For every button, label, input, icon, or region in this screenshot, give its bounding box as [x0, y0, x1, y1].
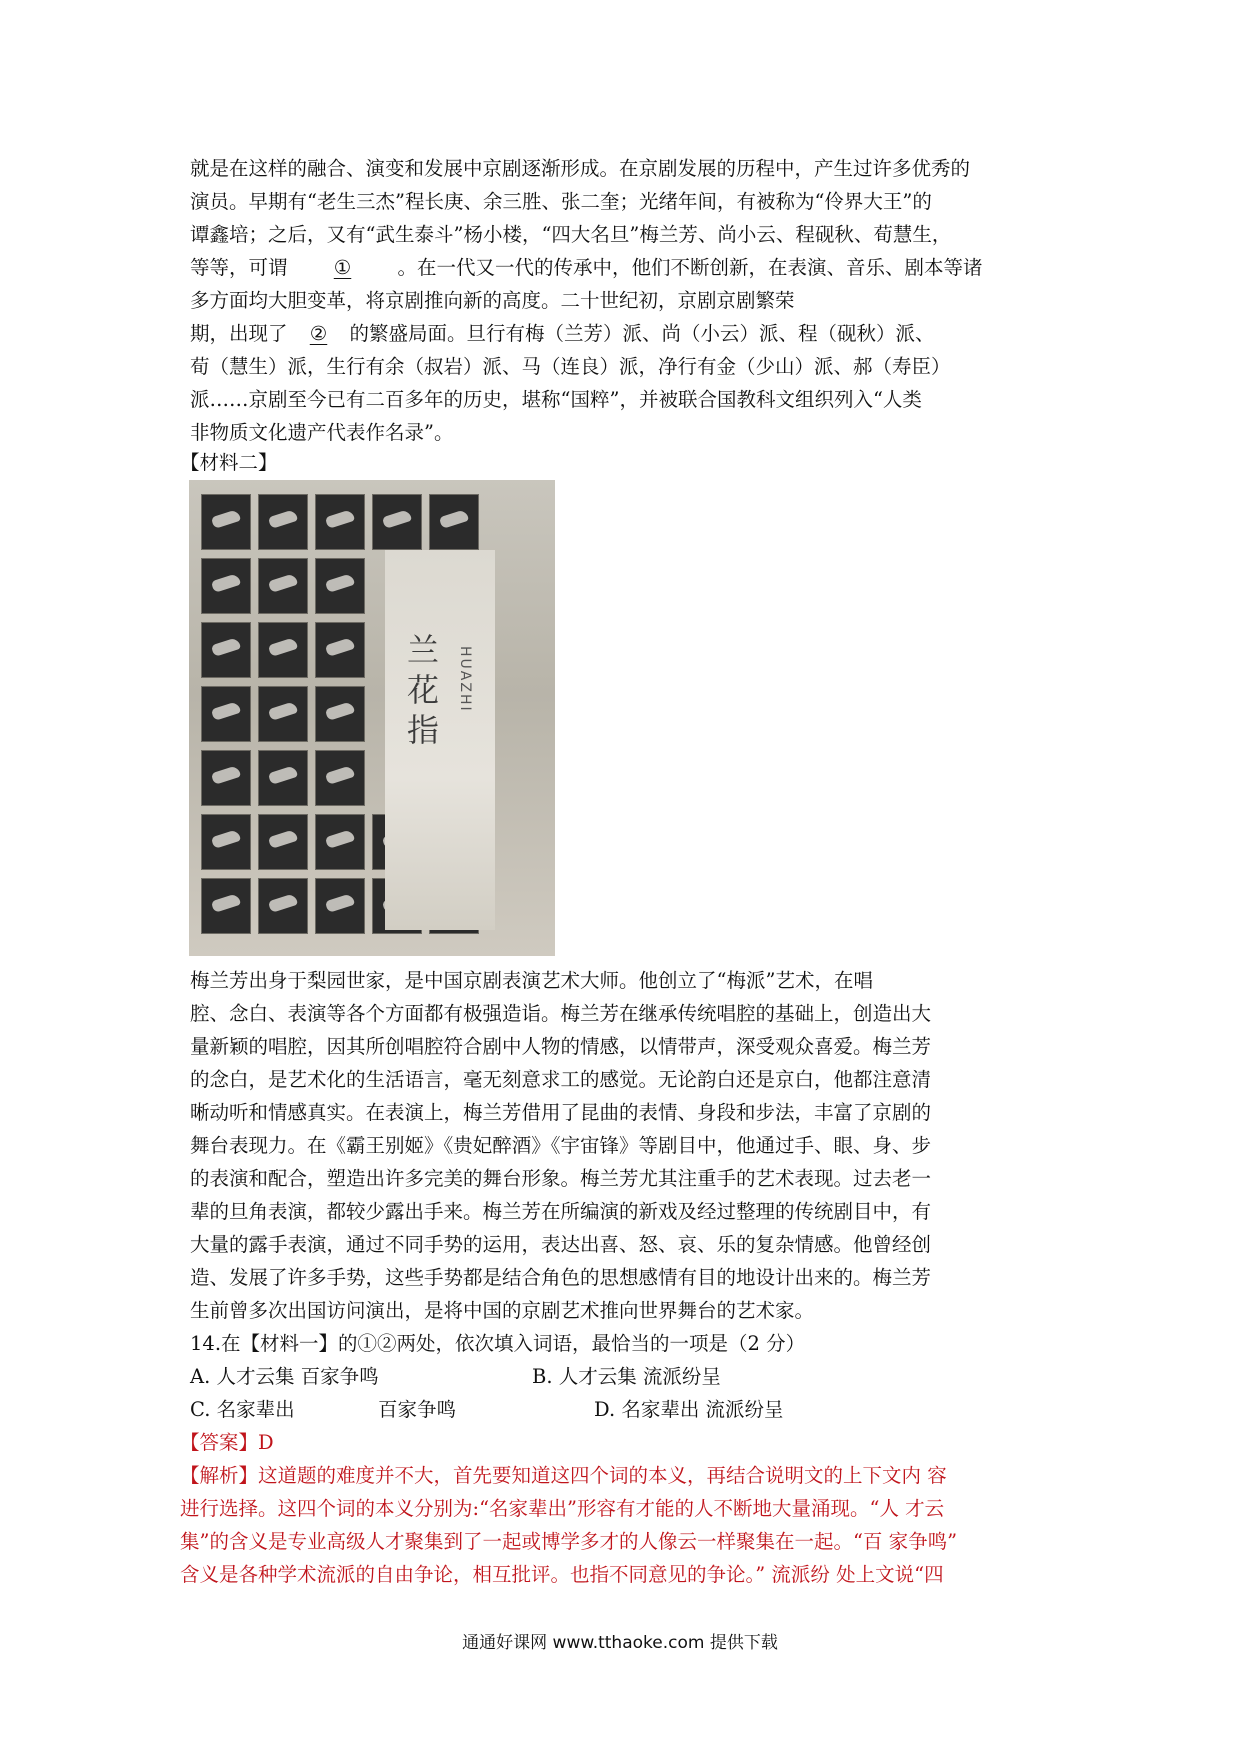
- answer-line: 【答案】D: [180, 1431, 274, 1454]
- text-line: 荀（慧生）派，生行有余（叔岩）派、马（连良）派，净行有金（少山）派、郝（寿臣）: [190, 355, 951, 378]
- text-fragment: 。在一代又一代的传承中，他们不断创新，在表演、音乐、剧本等诸: [397, 256, 983, 279]
- hand-gesture-icon: [372, 494, 422, 550]
- material-two-paragraph: [190, 964, 1060, 1327]
- blank-one: ①: [333, 256, 352, 279]
- text-line: 就是在这样的融合、演变和发展中京剧逐渐形成。在京剧发展的历程中，产生过许多优秀的: [190, 157, 971, 180]
- hand-gesture-icon: [258, 622, 308, 678]
- text-line: 造、发展了许多手势，这些手势都是结合角色的思想感情有目的地设计出来的。梅兰芳: [190, 1266, 932, 1289]
- hand-gesture-icon: [258, 686, 308, 742]
- text-fragment: 等等，可谓: [190, 256, 288, 279]
- text-line: 晰动听和情感真实。在表演上，梅兰芳借用了昆曲的表情、身段和步法，丰富了京剧的: [190, 1101, 932, 1124]
- hand-gestures-photo: [189, 480, 555, 956]
- hand-gesture-icon: [201, 750, 251, 806]
- material-two-heading: 【材料二】: [180, 451, 278, 474]
- hand-gesture-icon: [258, 558, 308, 614]
- question-stem: 14.在【材料一】的①②两处，依次填入词语，最恰当的一项是（2 分）: [190, 1332, 806, 1355]
- material-one-paragraph: [190, 152, 1060, 449]
- text-line: [190, 317, 1060, 350]
- option-b: B. 人才云集 流派纷呈: [532, 1365, 721, 1388]
- hand-gesture-icon: [315, 814, 365, 870]
- hand-gesture-icon: [258, 878, 308, 934]
- text-line: 的念白，是艺术化的生活语言，毫无刻意求工的感觉。无论韵白还是京白，他都注意清: [190, 1068, 932, 1091]
- hand-gesture-icon: [201, 878, 251, 934]
- blank-two: ②: [309, 322, 328, 345]
- hand-gesture-icon: [315, 750, 365, 806]
- page-footer: 通通好课网 www.tthaoke.com 提供下载: [462, 1633, 778, 1653]
- hand-gesture-icon: [315, 494, 365, 550]
- text-line: 生前曾多次出国访问演出，是将中国的京剧艺术推向世界舞台的艺术家。: [190, 1299, 815, 1322]
- option-c: C. 名家辈出: [190, 1398, 295, 1421]
- text-line: [190, 251, 1060, 284]
- book-cover-panel: [385, 550, 495, 930]
- text-line: 演员。早期有“老生三杰”程长庚、余三胜、张二奎；光绪年间，有被称为“伶界大王”的: [190, 190, 932, 213]
- analysis-paragraph: [180, 1459, 1080, 1591]
- option-a: A. 人才云集 百家争鸣: [190, 1365, 379, 1388]
- text-line: 梅兰芳出身于梨园世家，是中国京剧表演艺术大师。他创立了“梅派”艺术，在唱: [190, 969, 873, 992]
- hand-gesture-icon: [315, 558, 365, 614]
- text-line: 辈的旦角表演，都较少露出手来。梅兰芳在所编演的新戏及经过整理的传统剧目中，有: [190, 1200, 932, 1223]
- hand-gesture-icon: [315, 878, 365, 934]
- text-line: 谭鑫培；之后，又有“武生泰斗”杨小楼，“四大名旦”梅兰芳、尚小云、程砚秋、荀慧生，: [190, 223, 952, 246]
- text-line: 量新颖的唱腔，因其所创唱腔符合剧中人物的情感，以情带声，深受观众喜爱。梅兰芳: [190, 1035, 932, 1058]
- analysis-line: 【解析】这道题的难度并不大，首先要知道这四个词的本义，再结合说明文的上下文内 容: [180, 1464, 947, 1487]
- analysis-line: 含义是各种学术流派的自由争论，相互批评。也指不同意见的争论。” 流派纷 处上文说“四: [180, 1563, 944, 1586]
- hand-gesture-icon: [258, 750, 308, 806]
- text-line: 的表演和配合，塑造出许多完美的舞台形象。梅兰芳尤其注重手的艺术表现。过去老一: [190, 1167, 932, 1190]
- hand-gesture-icon: [201, 622, 251, 678]
- text-line: 腔、念白、表演等各个方面都有极强造诣。梅兰芳在继承传统唱腔的基础上，创造出大: [190, 1002, 932, 1025]
- text-fragment: 的繁盛局面。旦行有梅（兰芳）派、尚（小云）派、程（砚秋）派、: [349, 322, 935, 345]
- hand-gesture-icon: [315, 686, 365, 742]
- option-d: D. 名家辈出 流派纷呈: [594, 1398, 784, 1421]
- hand-gesture-icon: [315, 622, 365, 678]
- text-line: 舞台表现力。在《霸王别姬》《贵妃醉酒》《宇宙锋》等剧目中，他通过手、眼、身、步: [190, 1134, 932, 1157]
- text-line: 大量的露手表演，通过不同手势的运用，表达出喜、怒、哀、乐的复杂情感。他曾经创: [190, 1233, 932, 1256]
- analysis-line: 集”的含义是专业高级人才聚集到了一起或博学多才的人像云一样聚集在一起。“百 家争鸣”: [180, 1530, 958, 1553]
- hand-gesture-icon: [201, 686, 251, 742]
- text-line: 多方面均大胆变革，将京剧推向新的高度。二十世纪初，京剧京剧繁荣: [190, 289, 795, 312]
- option-c-second: 百家争鸣: [378, 1398, 457, 1421]
- hand-gesture-icon: [201, 558, 251, 614]
- cover-subtitle: HUAZHI: [457, 646, 473, 713]
- hand-gesture-icon: [201, 494, 251, 550]
- hand-gesture-icon: [258, 814, 308, 870]
- text-fragment: 期，出现了: [190, 322, 288, 345]
- text-line: 非物质文化遗产代表作名录”。: [190, 421, 454, 444]
- cover-title: 兰花指: [407, 631, 440, 749]
- hand-gesture-icon: [201, 814, 251, 870]
- analysis-line: 进行选择。这四个词的本义分别为:“名家辈出”形容有才能的人不断地大量涌现。“人 才云: [180, 1497, 945, 1520]
- text-line: 派……京剧至今已有二百多年的历史，堪称“国粹”，并被联合国教科文组织列入“人类: [190, 388, 922, 411]
- hand-gesture-icon: [258, 494, 308, 550]
- hand-gesture-icon: [429, 494, 479, 550]
